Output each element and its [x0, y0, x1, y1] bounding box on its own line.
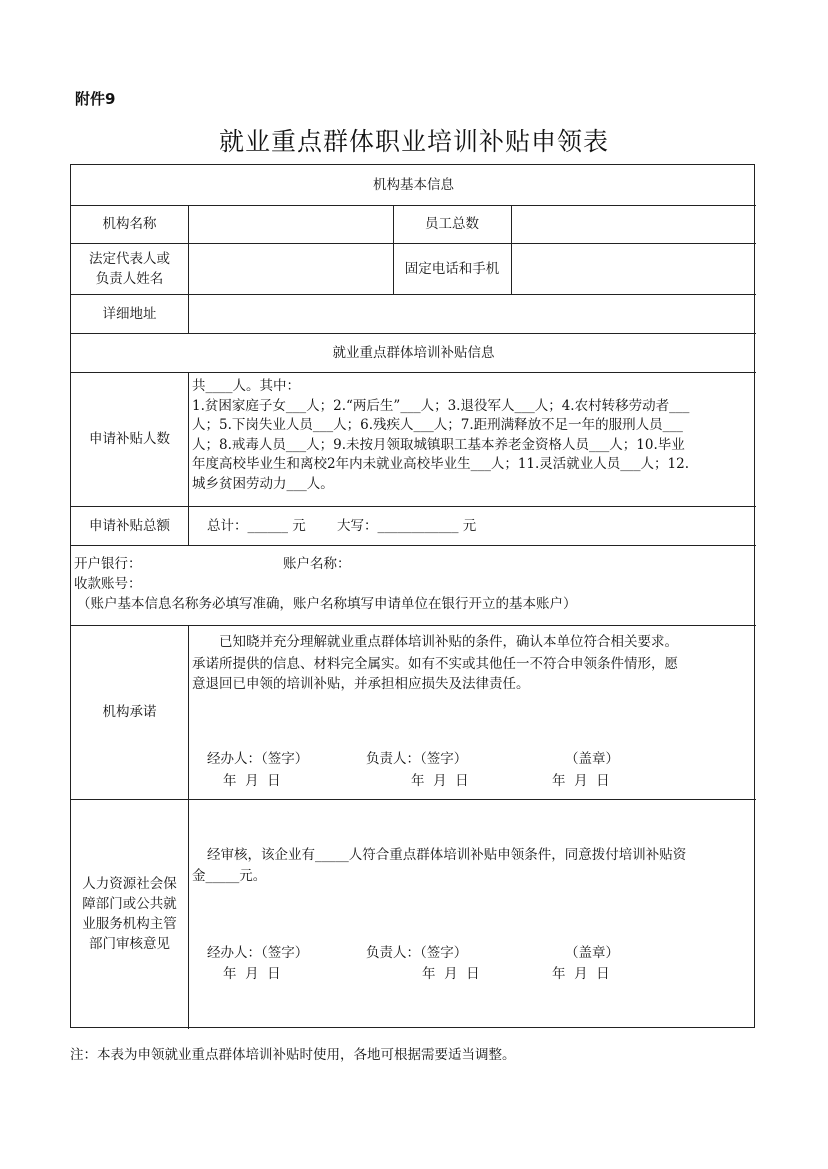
- label-legal-representative: [71, 243, 188, 294]
- section-subsidy-info: 就业重点群体培训补贴信息: [332, 344, 495, 361]
- commitment-text-2: 承诺所提供的信息、材料完全属实。如有不实或其他任一不符合申领条件情形，愿: [192, 656, 678, 672]
- commitment-date-2[interactable]: 年 月 日: [411, 773, 469, 789]
- label-address: 详细地址: [102, 305, 157, 322]
- label-apply-count: 申请补贴人数: [89, 431, 170, 447]
- review-date-2[interactable]: 年 月 日: [422, 966, 480, 982]
- apply-count-line: 人；8.戒毒人员___人；9.未按月领取城镇职工基本养老金资格人员___人；10.毕业: [192, 436, 685, 453]
- label-phone: 固定电话和手机: [404, 260, 500, 277]
- bank-note: （账户基本信息名称务必填写准确，账户名称填写申请单位在银行开立的基本账户）: [77, 596, 577, 612]
- review-handler-signature[interactable]: 经办人：（签字）: [207, 945, 309, 961]
- legal-rep-line1: 法定代表人或: [89, 250, 170, 267]
- commitment-text-1: 已知晓并充分理解就业重点群体培训补贴的条件，确认本单位符合相关要求。: [219, 634, 678, 650]
- review-label-line: 障部门或公共就: [82, 896, 177, 912]
- commitment-text-3: 意退回已申领的培训补贴，并承担相应损失及法律责任。: [192, 676, 530, 692]
- bank-label: 开户银行：: [74, 556, 142, 572]
- apply-count-line: 年度高校毕业生和离校2年内未就业高校毕业生___人；11.灵活就业人员___人；12.: [192, 456, 690, 472]
- legal-rep-line2: 负责人姓名: [95, 270, 164, 287]
- attachment-label: 附件9: [75, 90, 116, 108]
- commitment-principal-signature[interactable]: 负责人：（签字）: [366, 751, 468, 767]
- row-divider: [71, 545, 756, 546]
- section-basic-info: 机构基本信息: [373, 177, 454, 193]
- column-divider: [188, 625, 189, 1029]
- apply-count-line: 城乡贫困劳动力___人。: [192, 475, 334, 492]
- staff-total-field[interactable]: [512, 205, 755, 243]
- review-label-line: 业服务机构主管: [82, 916, 177, 932]
- apply-count-line: 共____人。其中：: [192, 378, 300, 394]
- application-form-table: [70, 164, 755, 1028]
- label-apply-amount: 申请补贴总额: [89, 517, 170, 534]
- commitment-date-3[interactable]: 年 月 日: [552, 773, 610, 789]
- label-review-opinion: [71, 799, 188, 1029]
- review-label-line: 部门审核意见: [89, 936, 170, 952]
- footnote: 注：本表为申领就业重点群体培训补贴时使用，各地可根据需要适当调整。: [70, 1047, 516, 1063]
- label-commitment: 机构承诺: [102, 704, 157, 720]
- review-principal-signature[interactable]: 负责人：（签字）: [366, 945, 468, 961]
- column-divider: [188, 372, 189, 545]
- commitment-date-1[interactable]: 年 月 日: [223, 773, 281, 789]
- review-date-1[interactable]: 年 月 日: [223, 966, 281, 982]
- label-staff-total: 员工总数: [425, 216, 479, 232]
- amount-capital[interactable]: 大写：____________ 元: [337, 518, 477, 534]
- legal-rep-field[interactable]: [189, 243, 393, 294]
- apply-count-line: 人；5.下岗失业人员___人；6.残疾人___人；7.距刑满释放不足一年的服刑人员___: [192, 417, 683, 433]
- commitment-seal[interactable]: （盖章）: [565, 751, 619, 767]
- form-title: 就业重点群体职业培训补贴申领表: [218, 127, 609, 156]
- account-name-label: 账户名称：: [283, 556, 351, 572]
- apply-count-details[interactable]: [192, 377, 748, 494]
- label-org-name: 机构名称: [102, 216, 157, 232]
- review-label-line: 人力资源社会保: [82, 876, 177, 892]
- review-seal[interactable]: （盖章）: [565, 945, 619, 961]
- account-number-label: 收款账号：: [74, 576, 142, 592]
- review-date-3[interactable]: 年 月 日: [552, 966, 610, 982]
- commitment-handler-signature[interactable]: 经办人：（签字）: [207, 751, 309, 767]
- phone-field[interactable]: [512, 243, 755, 294]
- review-text-2: 金_____元。: [192, 868, 267, 884]
- review-text-1: 经审核，该企业有_____人符合重点群体培训补贴申领条件，同意拨付培训补贴资: [207, 847, 687, 863]
- address-field[interactable]: [189, 294, 755, 333]
- org-name-field[interactable]: [189, 205, 393, 243]
- amount-total[interactable]: 总计：______ 元: [207, 518, 306, 534]
- apply-count-line: 1.贫困家庭子女___人；2.“两后生”___人；3.退役军人___人；4.农村转移劳动者___: [192, 397, 690, 414]
